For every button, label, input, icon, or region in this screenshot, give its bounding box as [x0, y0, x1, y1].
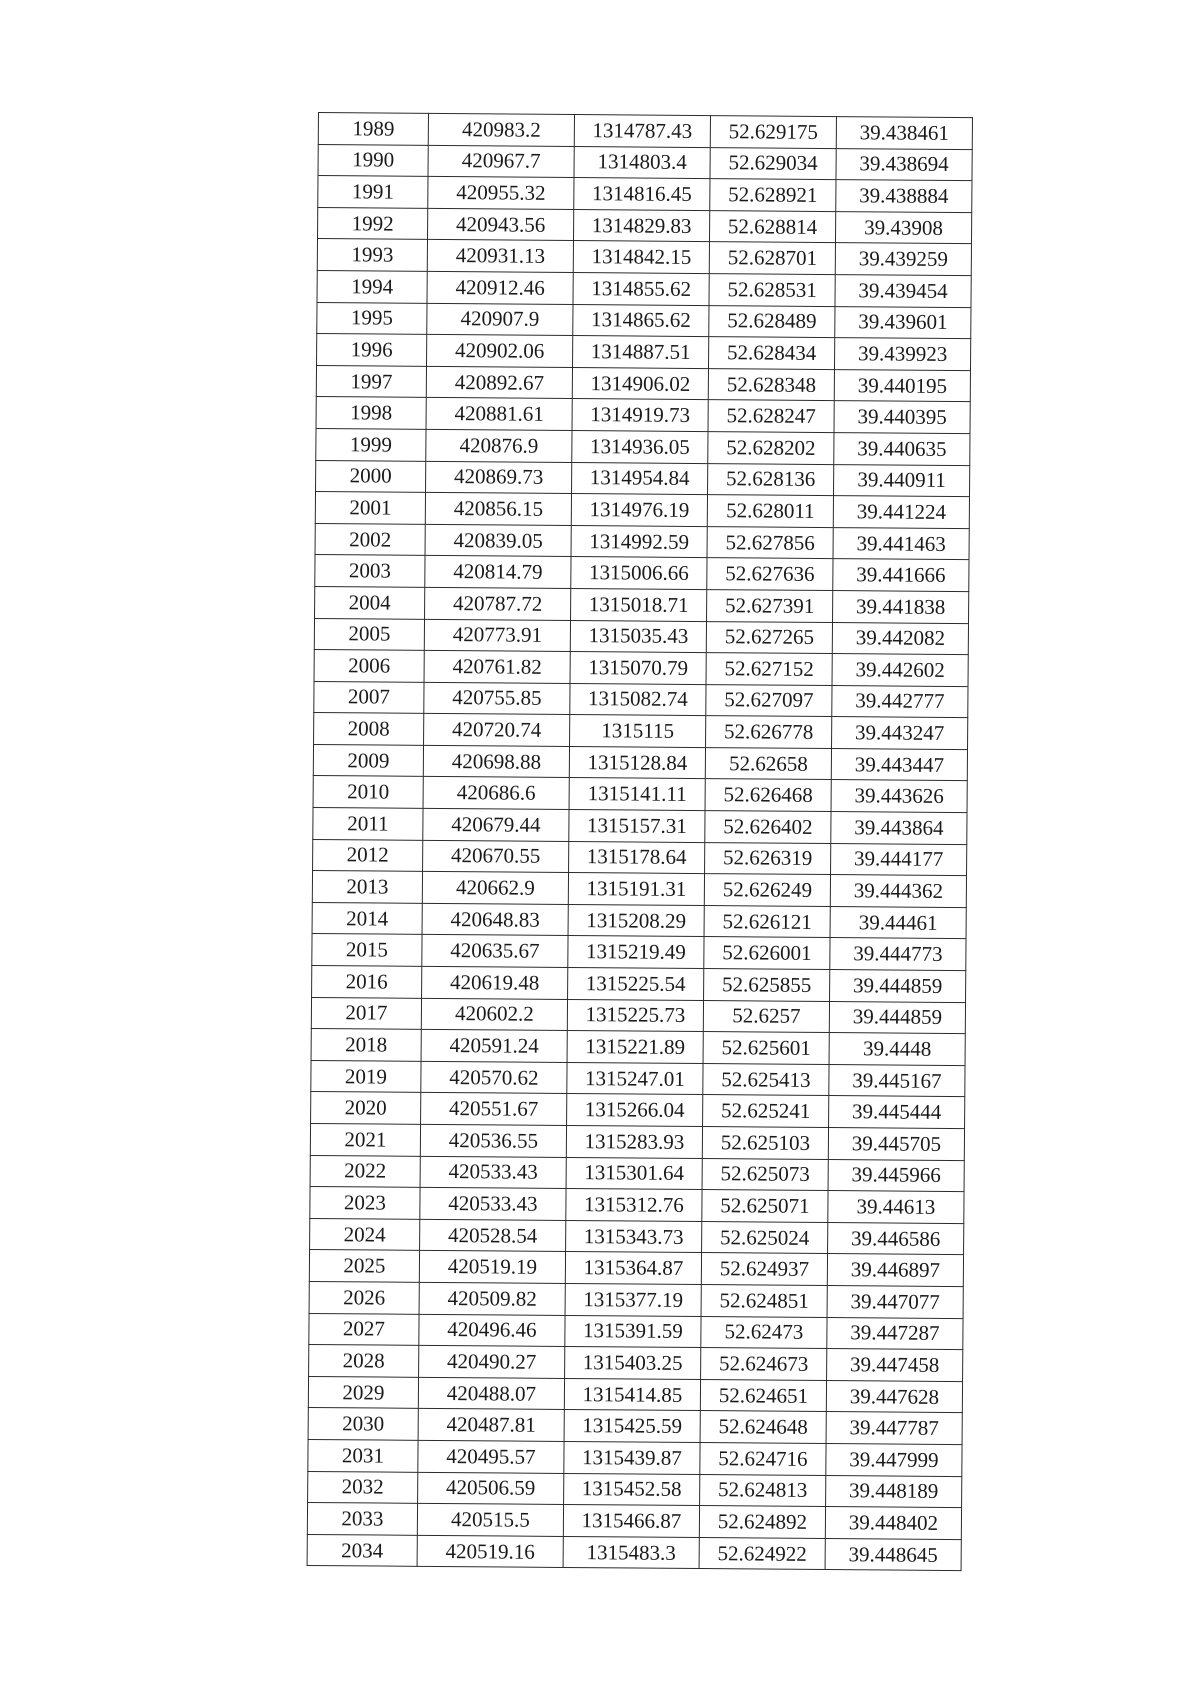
- value-c-cell: 52.624651: [700, 1379, 826, 1412]
- value-b-cell: 1315391.59: [565, 1315, 701, 1348]
- value-b-cell: 1315035.43: [570, 620, 706, 653]
- value-b-cell: 1315364.87: [565, 1252, 701, 1285]
- year-cell: 2008: [314, 713, 424, 745]
- value-d-cell: 39.447287: [827, 1317, 963, 1350]
- year-cell: 1997: [316, 365, 426, 397]
- table-row: [316, 397, 970, 434]
- year-cell: 2033: [307, 1503, 417, 1535]
- value-b-cell: 1315425.59: [564, 1410, 700, 1443]
- value-b-cell: 1315178.64: [569, 841, 705, 874]
- table-row: [312, 966, 966, 1003]
- year-cell: 2009: [313, 744, 423, 776]
- year-cell: 2003: [315, 555, 425, 587]
- value-b-cell: 1314906.02: [572, 367, 708, 400]
- year-cell: 2021: [310, 1123, 420, 1155]
- value-b-cell: 1315414.85: [564, 1378, 700, 1411]
- table-row: [311, 1029, 965, 1066]
- value-c-cell: 52.629175: [710, 116, 836, 149]
- value-d-cell: 39.443626: [831, 780, 967, 813]
- value-c-cell: 52.624922: [699, 1537, 825, 1570]
- value-b-cell: 1315439.87: [564, 1441, 700, 1474]
- table-row: [311, 1092, 965, 1129]
- value-c-cell: 52.626249: [704, 874, 830, 907]
- table-row: [310, 1123, 964, 1160]
- value-d-cell: 39.439601: [835, 306, 971, 339]
- table-row: [318, 207, 972, 244]
- value-a-cell: 420755.85: [424, 682, 570, 715]
- year-cell: 2004: [315, 586, 425, 618]
- year-cell: 2012: [313, 839, 423, 871]
- value-b-cell: 1315225.54: [568, 968, 704, 1001]
- value-c-cell: 52.625024: [702, 1221, 828, 1254]
- value-b-cell: 1315018.71: [571, 588, 707, 621]
- value-b-cell: 1315221.89: [567, 1031, 703, 1064]
- table-row: [316, 365, 970, 402]
- value-a-cell: 420931.13: [427, 240, 573, 273]
- value-a-cell: 420528.54: [420, 1219, 566, 1252]
- year-cell: 2000: [316, 460, 426, 492]
- value-c-cell: 52.624813: [700, 1474, 826, 1507]
- value-c-cell: 52.628202: [708, 432, 834, 465]
- value-c-cell: 52.628701: [709, 242, 835, 275]
- value-d-cell: 39.441838: [833, 590, 969, 623]
- table-row: [316, 428, 970, 465]
- value-a-cell: 420720.74: [424, 714, 570, 747]
- table-row: [311, 997, 965, 1034]
- value-c-cell: 52.628489: [709, 305, 835, 338]
- table-row: [309, 1313, 963, 1350]
- year-cell: 1992: [318, 207, 428, 239]
- value-d-cell: 39.438461: [836, 117, 972, 150]
- value-c-cell: 52.628011: [707, 495, 833, 528]
- value-c-cell: 52.625601: [703, 1032, 829, 1065]
- value-c-cell: 52.625855: [704, 969, 830, 1002]
- value-b-cell: 1315483.3: [563, 1536, 699, 1569]
- value-c-cell: 52.628247: [708, 400, 834, 433]
- year-cell: 2002: [315, 523, 425, 555]
- value-d-cell: 39.443247: [832, 717, 968, 750]
- value-b-cell: 1314816.45: [574, 178, 710, 211]
- value-a-cell: 420856.15: [425, 492, 571, 525]
- value-a-cell: 420943.56: [428, 208, 574, 241]
- table-body: [307, 113, 972, 1571]
- value-c-cell: 52.624716: [700, 1442, 826, 1475]
- value-b-cell: 1315343.73: [566, 1220, 702, 1253]
- year-cell: 2017: [311, 997, 421, 1029]
- year-cell: 2027: [309, 1313, 419, 1345]
- table-row: [311, 1060, 965, 1097]
- value-c-cell: 52.626121: [704, 905, 830, 938]
- year-cell: 2023: [310, 1187, 420, 1219]
- value-d-cell: 39.448402: [825, 1507, 961, 1540]
- year-cell: 2015: [312, 934, 422, 966]
- year-cell: 2029: [308, 1376, 418, 1408]
- value-d-cell: 39.441463: [833, 527, 969, 560]
- table-row: [312, 934, 966, 971]
- value-c-cell: 52.625241: [703, 1095, 829, 1128]
- value-a-cell: 420869.73: [426, 461, 572, 494]
- value-d-cell: 39.442602: [832, 654, 968, 687]
- table-row: [315, 555, 969, 592]
- value-c-cell: 52.627636: [707, 558, 833, 591]
- year-cell: 2001: [315, 492, 425, 524]
- year-cell: 1998: [316, 397, 426, 429]
- value-c-cell: 52.624673: [701, 1348, 827, 1381]
- table-row: [315, 586, 969, 623]
- year-cell: 2031: [308, 1439, 418, 1471]
- value-a-cell: 420907.9: [427, 303, 573, 336]
- table-row: [318, 144, 972, 181]
- value-b-cell: 1315247.01: [567, 1062, 703, 1095]
- year-cell: 2025: [309, 1250, 419, 1282]
- value-c-cell: 52.626468: [705, 779, 831, 812]
- value-d-cell: 39.44461: [830, 906, 966, 939]
- value-b-cell: 1314954.84: [572, 462, 708, 495]
- value-d-cell: 39.448189: [826, 1475, 962, 1508]
- value-d-cell: 39.438694: [836, 148, 972, 181]
- value-a-cell: 420648.83: [422, 903, 568, 936]
- value-b-cell: 1315115: [570, 715, 706, 748]
- value-b-cell: 1315266.04: [567, 1094, 703, 1127]
- table-row: [314, 650, 968, 687]
- value-c-cell: 52.628348: [708, 368, 834, 401]
- year-cell: 1990: [318, 144, 428, 176]
- value-d-cell: 39.440911: [834, 464, 970, 497]
- table-row: [313, 839, 967, 876]
- value-b-cell: 1315377.19: [565, 1283, 701, 1316]
- year-cell: 2028: [309, 1345, 419, 1377]
- value-a-cell: 420509.82: [419, 1282, 565, 1315]
- table-row: [310, 1187, 964, 1224]
- value-b-cell: 1315466.87: [563, 1505, 699, 1538]
- year-cell: 1996: [317, 334, 427, 366]
- table-row: [313, 744, 967, 781]
- value-a-cell: 420635.67: [422, 935, 568, 968]
- value-b-cell: 1315141.11: [569, 778, 705, 811]
- value-c-cell: 52.629034: [710, 147, 836, 180]
- value-d-cell: 39.439923: [834, 338, 970, 371]
- value-b-cell: 1314829.83: [573, 209, 709, 242]
- value-c-cell: 52.625413: [703, 1063, 829, 1096]
- value-c-cell: 52.628531: [709, 274, 835, 307]
- value-a-cell: 420876.9: [426, 429, 572, 462]
- value-a-cell: 420496.46: [419, 1314, 565, 1347]
- value-c-cell: 52.626319: [705, 842, 831, 875]
- value-c-cell: 52.627265: [706, 621, 832, 654]
- value-a-cell: 420839.05: [425, 524, 571, 557]
- value-a-cell: 420515.5: [417, 1503, 563, 1536]
- value-c-cell: 52.628434: [708, 337, 834, 370]
- table-row: [312, 902, 966, 939]
- value-b-cell: 1315283.93: [566, 1125, 702, 1158]
- value-a-cell: 420591.24: [421, 1030, 567, 1063]
- value-a-cell: 420773.91: [424, 619, 570, 652]
- value-c-cell: 52.627391: [707, 589, 833, 622]
- value-a-cell: 420686.6: [423, 777, 569, 810]
- value-a-cell: 420902.06: [427, 335, 573, 368]
- value-a-cell: 420490.27: [419, 1345, 565, 1378]
- table-row: [307, 1503, 961, 1540]
- table-row: [313, 776, 967, 813]
- value-d-cell: 39.439259: [835, 243, 971, 276]
- table-row: [308, 1376, 962, 1413]
- value-d-cell: 39.447787: [826, 1412, 962, 1445]
- year-cell: 2013: [312, 871, 422, 903]
- table-row: [307, 1534, 961, 1571]
- value-b-cell: 1315219.49: [568, 936, 704, 969]
- value-d-cell: 39.439454: [835, 275, 971, 308]
- value-a-cell: 420955.32: [428, 177, 574, 210]
- value-d-cell: 39.440195: [834, 369, 970, 402]
- year-cell: 2011: [313, 808, 423, 840]
- value-a-cell: 420619.48: [422, 966, 568, 999]
- value-c-cell: 52.625103: [702, 1127, 828, 1160]
- value-b-cell: 1314787.43: [574, 115, 710, 148]
- value-c-cell: 52.62473: [701, 1316, 827, 1349]
- value-a-cell: 420881.61: [426, 398, 572, 431]
- value-d-cell: 39.444362: [830, 875, 966, 908]
- value-c-cell: 52.624937: [701, 1253, 827, 1286]
- value-a-cell: 420892.67: [426, 366, 572, 399]
- value-b-cell: 1315301.64: [566, 1157, 702, 1190]
- value-b-cell: 1314976.19: [571, 494, 707, 527]
- value-c-cell: 52.624892: [699, 1506, 825, 1539]
- value-d-cell: 39.445444: [829, 1096, 965, 1129]
- value-a-cell: 420519.16: [417, 1535, 563, 1568]
- value-b-cell: 1315452.58: [564, 1473, 700, 1506]
- value-d-cell: 39.447628: [826, 1380, 962, 1413]
- value-b-cell: 1314992.59: [571, 525, 707, 558]
- value-d-cell: 39.447999: [826, 1443, 962, 1476]
- table-row: [315, 492, 969, 529]
- value-d-cell: 39.438884: [836, 180, 972, 213]
- value-b-cell: 1315070.79: [570, 652, 706, 685]
- value-d-cell: 39.448645: [825, 1538, 961, 1571]
- value-d-cell: 39.447458: [827, 1349, 963, 1382]
- value-c-cell: 52.62658: [705, 747, 831, 780]
- table-row: [316, 460, 970, 497]
- value-d-cell: 39.446586: [828, 1222, 964, 1255]
- value-a-cell: 420519.19: [419, 1251, 565, 1284]
- table-row: [308, 1439, 962, 1476]
- year-cell: 2030: [308, 1408, 418, 1440]
- value-c-cell: 52.628921: [710, 179, 836, 212]
- table-row: [317, 239, 971, 276]
- table-row: [314, 618, 968, 655]
- year-cell: 1994: [317, 270, 427, 302]
- value-a-cell: 420912.46: [427, 271, 573, 304]
- value-c-cell: 52.626778: [706, 716, 832, 749]
- year-cell: 2007: [314, 681, 424, 713]
- value-a-cell: 420602.2: [421, 998, 567, 1031]
- value-d-cell: 39.440635: [834, 433, 970, 466]
- value-c-cell: 52.6257: [703, 1000, 829, 1033]
- value-d-cell: 39.447077: [827, 1286, 963, 1319]
- value-d-cell: 39.444859: [829, 1001, 965, 1034]
- value-c-cell: 52.627856: [707, 526, 833, 559]
- value-a-cell: 420679.44: [423, 808, 569, 841]
- value-d-cell: 39.442082: [832, 622, 968, 655]
- value-c-cell: 52.625073: [702, 1158, 828, 1191]
- year-cell: 1989: [318, 113, 428, 145]
- value-d-cell: 39.446897: [827, 1254, 963, 1287]
- table-row: [318, 113, 972, 150]
- value-a-cell: 420670.55: [423, 840, 569, 873]
- value-d-cell: 39.444773: [830, 938, 966, 971]
- value-b-cell: 1314887.51: [573, 336, 709, 369]
- year-cell: 2016: [312, 966, 422, 998]
- year-cell: 2018: [311, 1029, 421, 1061]
- value-a-cell: 420533.43: [420, 1188, 566, 1221]
- value-a-cell: 420488.07: [418, 1377, 564, 1410]
- value-c-cell: 52.624648: [700, 1411, 826, 1444]
- value-b-cell: 1314936.05: [572, 430, 708, 463]
- value-d-cell: 39.443864: [831, 812, 967, 845]
- value-b-cell: 1314842.15: [573, 241, 709, 274]
- year-cell: 2024: [310, 1218, 420, 1250]
- table-row: [314, 713, 968, 750]
- value-a-cell: 420698.88: [423, 745, 569, 778]
- value-a-cell: 420983.2: [428, 113, 574, 146]
- value-a-cell: 420814.79: [425, 556, 571, 589]
- value-a-cell: 420662.9: [422, 872, 568, 905]
- value-d-cell: 39.44613: [828, 1191, 964, 1224]
- value-c-cell: 52.626001: [704, 937, 830, 970]
- value-b-cell: 1315128.84: [569, 746, 705, 779]
- value-b-cell: 1314803.4: [574, 146, 710, 179]
- year-cell: 2032: [308, 1471, 418, 1503]
- table-row: [314, 681, 968, 718]
- value-b-cell: 1315157.31: [569, 810, 705, 843]
- table-row: [312, 871, 966, 908]
- value-a-cell: 420533.43: [420, 1156, 566, 1189]
- value-a-cell: 420761.82: [424, 650, 570, 683]
- value-d-cell: 39.445705: [828, 1128, 964, 1161]
- value-c-cell: 52.627152: [706, 653, 832, 686]
- value-a-cell: 420495.57: [418, 1440, 564, 1473]
- value-a-cell: 420487.81: [418, 1409, 564, 1442]
- value-b-cell: 1314919.73: [572, 399, 708, 432]
- value-b-cell: 1315403.25: [565, 1347, 701, 1380]
- value-d-cell: 39.442777: [832, 685, 968, 718]
- table-row: [309, 1345, 963, 1382]
- value-d-cell: 39.443447: [831, 748, 967, 781]
- table-row: [315, 523, 969, 560]
- year-cell: 2026: [309, 1281, 419, 1313]
- year-cell: 1993: [317, 239, 427, 271]
- table-row: [309, 1250, 963, 1287]
- value-a-cell: 420551.67: [421, 1093, 567, 1126]
- value-b-cell: 1315208.29: [568, 904, 704, 937]
- value-a-cell: 420967.7: [428, 145, 574, 178]
- value-b-cell: 1315225.73: [567, 999, 703, 1032]
- table-row: [310, 1218, 964, 1255]
- table-row: [317, 270, 971, 307]
- value-c-cell: 52.624851: [701, 1285, 827, 1318]
- value-b-cell: 1314855.62: [573, 272, 709, 305]
- value-a-cell: 420536.55: [420, 1124, 566, 1157]
- value-c-cell: 52.625071: [702, 1190, 828, 1223]
- year-cell: 2020: [311, 1092, 421, 1124]
- value-d-cell: 39.445167: [829, 1064, 965, 1097]
- value-c-cell: 52.626402: [705, 811, 831, 844]
- year-cell: 2034: [307, 1534, 417, 1566]
- year-cell: 2006: [314, 650, 424, 682]
- value-a-cell: 420506.59: [418, 1472, 564, 1505]
- value-b-cell: 1315006.66: [571, 557, 707, 590]
- year-cell: 1999: [316, 428, 426, 460]
- value-b-cell: 1314865.62: [573, 304, 709, 337]
- value-b-cell: 1315082.74: [570, 683, 706, 716]
- value-d-cell: 39.444177: [831, 843, 967, 876]
- year-cell: 1995: [317, 302, 427, 334]
- value-d-cell: 39.445966: [828, 1159, 964, 1192]
- value-b-cell: 1315191.31: [568, 873, 704, 906]
- value-a-cell: 420787.72: [425, 587, 571, 620]
- year-cell: 2022: [310, 1155, 420, 1187]
- table-row: [318, 176, 972, 213]
- table-row: [308, 1408, 962, 1445]
- table-row: [308, 1471, 962, 1508]
- value-d-cell: 39.444859: [830, 970, 966, 1003]
- table-row: [313, 808, 967, 845]
- value-d-cell: 39.43908: [835, 211, 971, 244]
- value-d-cell: 39.441666: [833, 559, 969, 592]
- value-d-cell: 39.4448: [829, 1033, 965, 1066]
- value-b-cell: 1315312.76: [566, 1189, 702, 1222]
- table-row: [317, 302, 971, 339]
- year-cell: 2005: [314, 618, 424, 650]
- year-cell: 1991: [318, 176, 428, 208]
- value-c-cell: 52.628136: [708, 463, 834, 496]
- value-d-cell: 39.440395: [834, 401, 970, 434]
- table-row: [309, 1281, 963, 1318]
- value-c-cell: 52.627097: [706, 684, 832, 717]
- value-c-cell: 52.628814: [709, 210, 835, 243]
- value-a-cell: 420570.62: [421, 1061, 567, 1094]
- table-row: [310, 1155, 964, 1192]
- table-row: [317, 334, 971, 371]
- year-cell: 2010: [313, 776, 423, 808]
- year-cell: 2014: [312, 902, 422, 934]
- year-cell: 2019: [311, 1060, 421, 1092]
- value-d-cell: 39.441224: [833, 496, 969, 529]
- data-table: [307, 112, 973, 1571]
